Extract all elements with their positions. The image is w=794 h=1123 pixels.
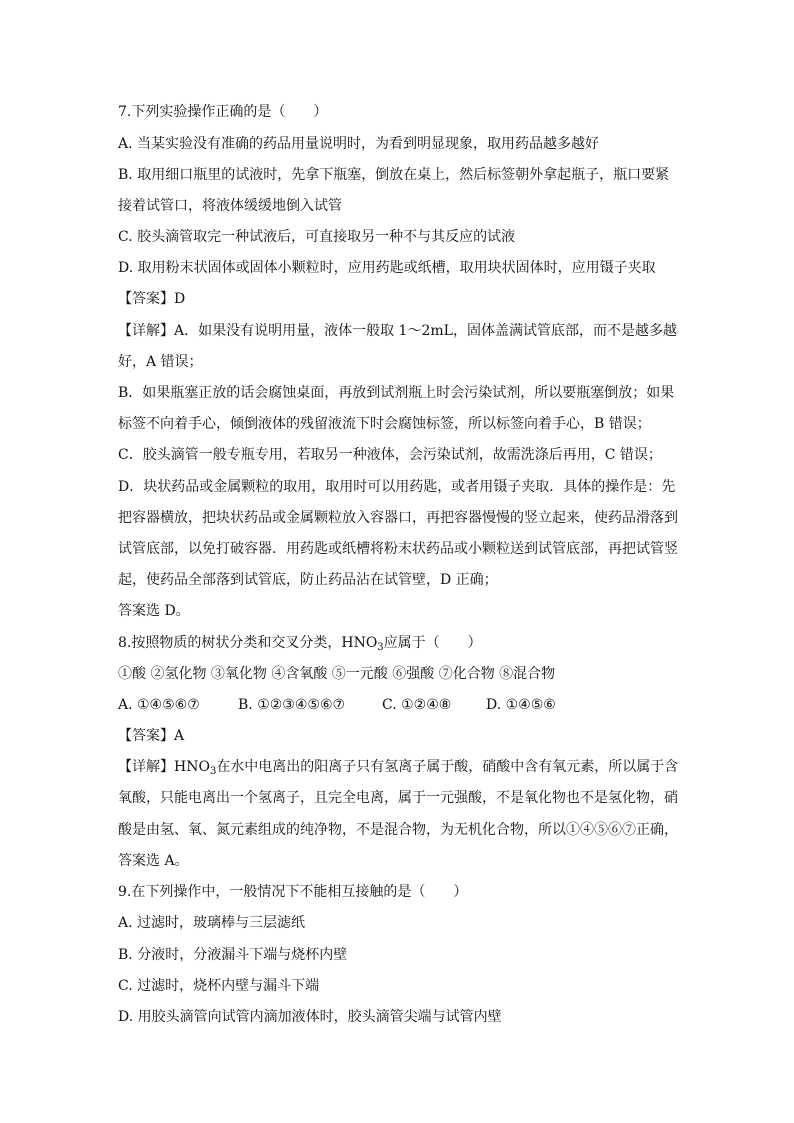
question-8-answer: 【答案】A [118,728,185,744]
question-7-analysis-line: 好，A 错误； [118,354,203,370]
question-8-stem [118,633,684,653]
question-7-analysis-line: 试管底部，以免打破容器．用药匙或纸槽将粉末状药品或小颗粒送到试管底部，再把试管竖 [118,541,678,557]
question-8-items: ①酸 ②氢化物 ③氧化物 ④含氧酸 ⑤一元酸 ⑥强酸 ⑦化合物 ⑧混合物 [118,666,556,682]
question-7-analysis-line: 【详解】A．如果没有说明用量，液体一般取 1～2mL，固体盖满试管底部，而不是越多越 [118,323,677,339]
question-8-analysis-line: 酸是由氢、氧、氮元素组成的纯净物，不是混合物，为无机化合物，所以①④⑤⑥⑦正确， [118,822,678,838]
question-9-option-c: C. 过滤时，烧杯内壁与漏斗下端 [118,978,320,994]
question-8-option-d: D. ①④⑤⑥ [486,697,556,713]
question-8-analysis-text: 【详解】HNO [118,759,210,775]
question-7-option-d: D. 取用粉末状固体或固体小颗粒时，应用药匙或纸槽，取用块状固体时，应用镊子夹取 [118,260,656,276]
question-7-option-c: C. 胶头滴管取完一种试液后，可直接取另一种不与其反应的试液 [118,229,516,245]
question-7-option-b: B. 取用细口瓶里的试液时，先拿下瓶塞，倒放在桌上，然后标签朝外拿起瓶子，瓶口要紧 [118,167,670,183]
question-7-option-a: A. 当某实验没有准确的药品用量说明时，为看到明显现象，取用药品越多越好 [118,136,600,152]
question-7-analysis-line: C．胶头滴管一般专瓶专用，若取另一种液体，会污染试剂，故需洗涤后再用，C 错误； [118,447,662,463]
question-7-analysis-line: 标签不向着手心，倾倒液体的残留液流下时会腐蚀标签，所以标签向着手心，B 错误； [118,416,651,432]
question-9-option-a: A. 过滤时，玻璃棒与三层滤纸 [118,915,306,931]
question-8-analysis-text-end: 在水中电离出的阳离子只有氢离子属于酸，硝酸中含有氧元素，所以属于含 [216,759,679,775]
question-7-option-b-cont: 接着试管口，将液体缓缓地倒入试管 [118,198,342,214]
question-9-stem: 9.在下列操作中，一般情况下不能相互接触的是（ ） [118,884,468,900]
question-8-stem-subscript: 3 [377,642,384,653]
question-8-analysis-line: 答案选 A。 [118,853,189,869]
question-8-stem-text: 8.按照物质的树状分类和交叉分类，HNO [118,635,378,651]
question-7-analysis-line: B．如果瓶塞正放的话会腐蚀桌面，再放到试剂瓶上时会污染试剂，所以要瓶塞倒放；如果 [118,385,675,401]
question-8-option-b: B. ①②③④⑤⑥⑦ [238,697,346,713]
question-8-stem-text-end: 应属于（ ） [383,635,482,651]
question-7-stem: 7.下列实验操作正确的是（ ） [118,104,328,120]
question-8-option-a: A. ①④⑤⑥⑦ [118,697,200,713]
question-8-analysis-subscript: 3 [209,766,217,777]
question-7-analysis-line: D．块状药品或金属颗粒的取用，取用时可以用药匙，或者用镊子夹取．具体的操作是：先 [118,479,676,495]
question-7-analysis-line: 把容器横放，把块状药品或金属颗粒放入容器口，再把容器慢慢的竖立起来，使药品滑落到 [118,510,678,526]
question-9-option-d: D. 用胶头滴管向试管内滴加液体时，胶头滴管尖端与试管内壁 [118,1009,502,1025]
question-7-analysis-line: 答案选 D。 [118,603,190,619]
question-8-analysis-first [118,757,684,777]
question-8-analysis-line: 氧酸，只能电离出一个氢离子，且完全电离，属于一元强酸，不是氧化物也不是氢化物，硝 [118,790,678,806]
question-8-option-c: C. ①②④⑧ [382,697,452,713]
question-8-options [118,695,684,715]
question-9-option-b: B. 分液时，分液漏斗下端与烧杯内壁 [118,947,348,963]
question-7-answer: 【答案】D [118,291,186,307]
question-7-analysis-line: 起，使药品全部落到试管底，防止药品沾在试管壁，D 正确； [118,572,498,588]
